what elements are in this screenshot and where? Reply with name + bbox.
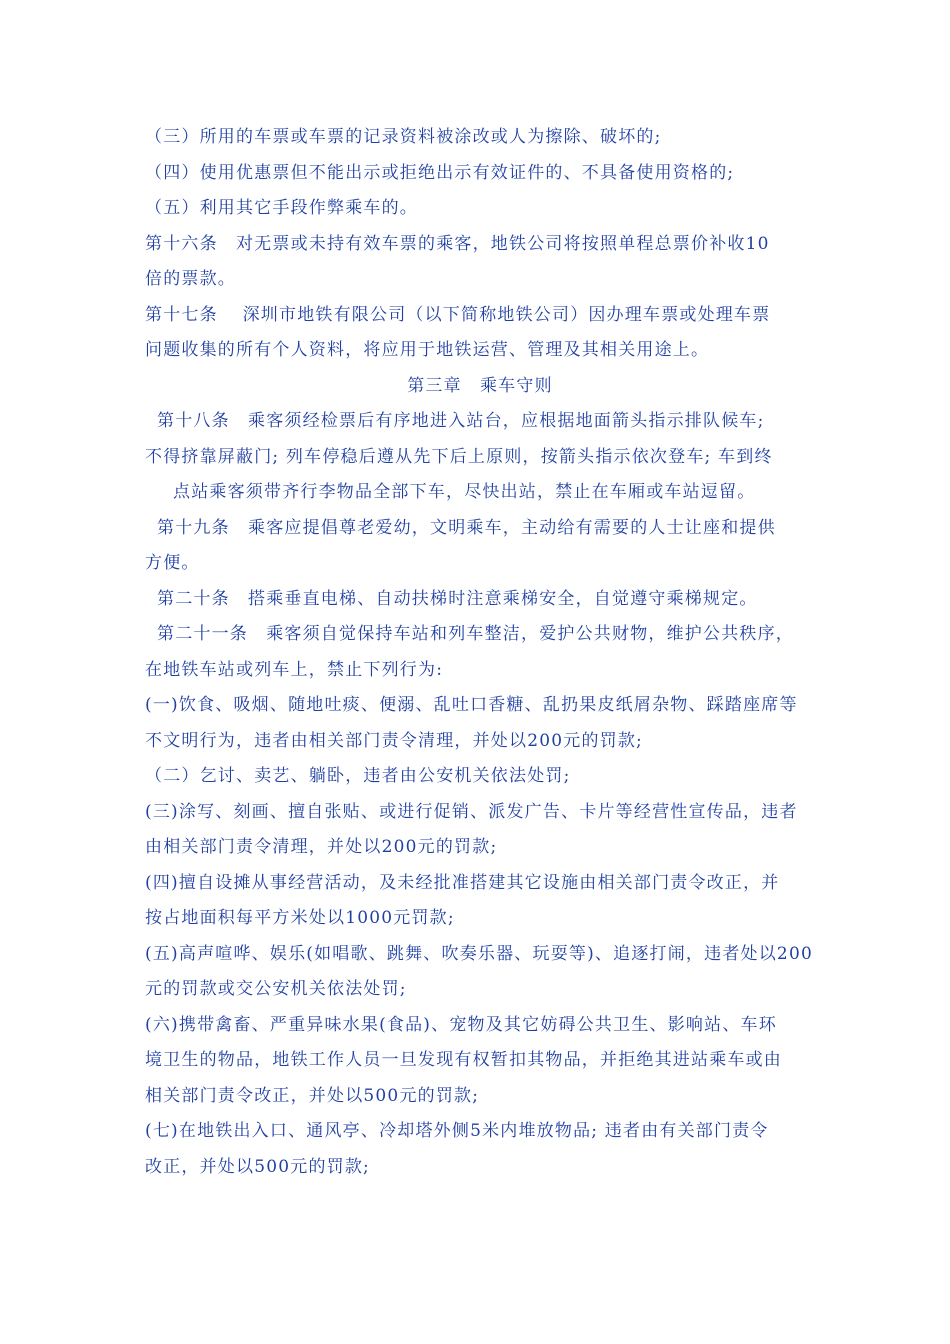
article-21-line: 第二十一条 乘客须自觉保持车站和列车整洁，爱护公共财物，维护公共秩序，	[157, 624, 794, 644]
article-16-line: 第十六条 对无票或未持有效车票的乘客，地铁公司将按照单程总票价补收10	[145, 233, 770, 254]
text-line: 不文明行为，违者由相关部门责令清理，并处以200元的罚款;	[145, 730, 643, 751]
text-line: 方便。	[145, 553, 200, 573]
list-item-line: (七)在地铁出入口、通风亭、冷却塔外侧5米内堆放物品; 违者由有关部门责令	[145, 1121, 769, 1141]
list-item-line: （二）乞讨、卖艺、躺卧，违者由公安机关依法处罚;	[145, 766, 571, 786]
list-item-line: (四)擅自设摊从事经营活动，及未经批准搭建其它设施由相关部门责令改正，并	[145, 872, 780, 893]
article-17-line: 第十七条 深圳市地铁有限公司（以下简称地铁公司）因办理车票或处理车票	[145, 304, 771, 325]
text-line: 改正，并处以500元的罚款;	[145, 1156, 370, 1177]
text-line: 问题收集的所有个人资料，将应用于地铁运营、管理及其相关用途上。	[145, 340, 710, 360]
list-item-line: (五)高声喧哗、娱乐(如唱歌、跳舞、吹奏乐器、玩耍等)、追逐打闹，违者处以200	[145, 943, 813, 964]
text-line: 点站乘客须带齐行李物品全部下车，尽快出站，禁止在车厢或车站逗留。	[173, 482, 756, 502]
article-19-line: 第十九条 乘客应提倡尊老爱幼，文明乘车，主动给有需要的人士让座和提供	[157, 517, 776, 538]
list-item-line: (六)携带禽畜、严重异味水果(食品)、宠物及其它妨碍公共卫生、影响站、车环	[145, 1014, 777, 1035]
text-line: （三）所用的车票或车票的记录资料被涂改或人为擦除、破坏的;	[145, 127, 662, 147]
article-18-line: 第十八条 乘客须经检票后有序地进入站台，应根据地面箭头指示排队候车;	[157, 411, 765, 431]
text-line: 倍的票款。	[145, 269, 236, 289]
article-20-line: 第二十条 搭乘垂直电梯、自动扶梯时注意乘梯安全，自觉遵守乘梯规定。	[157, 588, 758, 609]
text-line: 元的罚款或交公安机关依法处罚;	[145, 979, 407, 999]
text-line: 境卫生的物品，地铁工作人员一旦发现有权暂扣其物品，并拒绝其进站乘车或由	[145, 1050, 782, 1070]
list-item-line: (三)涂写、刻画、擅自张贴、或进行促销、派发广告、卡片等经营性宣传品，违者	[145, 801, 798, 822]
text-line: 由相关部门责令清理，并处以200元的罚款;	[145, 837, 498, 857]
text-line: （五）利用其它手段作弊乘车的。	[145, 198, 418, 218]
text-line: 在地铁车站或列车上，禁止下列行为:	[145, 659, 444, 680]
document-page	[145, 120, 815, 1185]
text-line: （四）使用优惠票但不能出示或拒绝出示有效证件的、不具备使用资格的;	[145, 162, 735, 183]
text-line: 不得挤靠屏蔽门; 列车停稳后遵从先下后上原则，按箭头指示依次登车; 车到终	[145, 446, 773, 467]
list-item-line: (一)饮食、吸烟、随地吐痰、便溺、乱吐口香糖、乱扔果皮纸屑杂物、踩踏座席等	[145, 695, 798, 715]
text-line: 按占地面积每平方米处以1000元罚款;	[145, 908, 455, 928]
chapter-title: 第三章 乘车守则	[407, 375, 553, 396]
text-line: 相关部门责令改正，并处以500元的罚款;	[145, 1085, 480, 1106]
